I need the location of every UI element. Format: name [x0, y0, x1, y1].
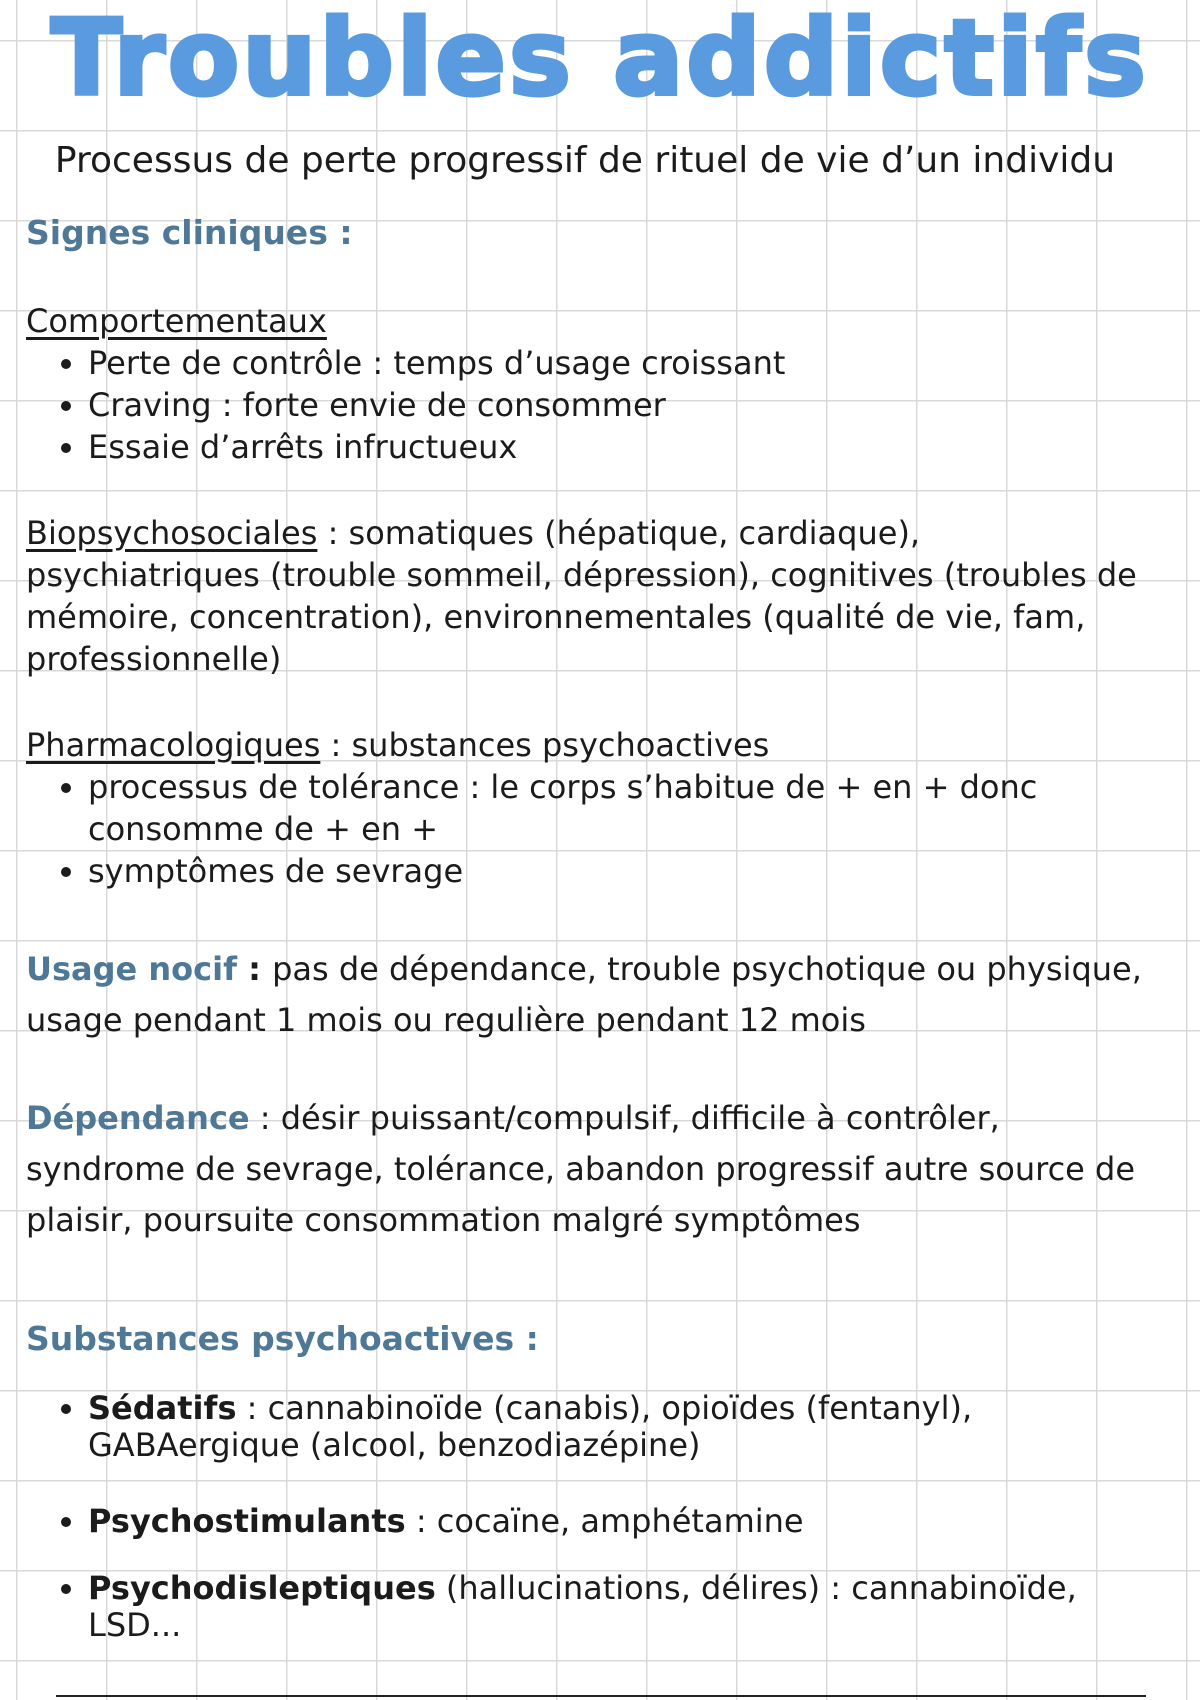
list-item: • Perte de contrôle : temps d’usage croissant: [88, 342, 1156, 384]
usage-nocif-block: [26, 944, 1156, 1046]
pharmacologiques-label: Pharmacologiques: [26, 726, 321, 764]
substance-label: Psychodisleptiques: [88, 1569, 436, 1607]
substance-text: : cannabinoïde (canabis), opioïdes (fentanyl), GABAergique (alcool, benzodiazépine): [88, 1389, 973, 1464]
comportementaux-label: Comportementaux: [26, 302, 327, 340]
pharmacologiques-block: [26, 724, 1156, 892]
substances-section: [26, 1318, 1156, 1360]
bottom-divider: [56, 1695, 1146, 1697]
list-item: [88, 1390, 1156, 1464]
list-item: [88, 1570, 1156, 1644]
substance-text: (hallucinations, délires) : cannabinoïde, LSD...: [88, 1569, 1077, 1644]
substances-list-block: [26, 1390, 1156, 1644]
pharmacologiques-list: [26, 766, 1156, 892]
list-item: • symptômes de sevrage: [88, 850, 1156, 892]
usage-nocif-text: pas de dépendance, trouble psychotique ou physique, usage pendant 1 mois ou regulière pendant 12 mois: [26, 950, 1142, 1039]
biopsychosociales-label: Biopsychosociales: [26, 514, 318, 552]
comportementaux-block: [26, 300, 1156, 468]
signes-section: [26, 212, 1156, 254]
list-item: [88, 1499, 1156, 1543]
substance-text: : cocaïne, amphétamine: [405, 1502, 804, 1540]
biopsychosociales-text: : somatiques (hépatique, cardiaque), psychiatriques (trouble sommeil, dépression), cognitives (troubles de mémoire, concentration), environnementales (qualité de vie, fam, professionnelle): [26, 514, 1137, 678]
substance-label: Sédatifs: [88, 1389, 237, 1427]
dependance-block: [26, 1093, 1156, 1246]
pharmacologiques-text: : substances psychoactives: [320, 726, 770, 764]
substance-label: Psychostimulants: [88, 1502, 406, 1540]
substances-list: [26, 1390, 1156, 1644]
substances-heading: Substances psychoactives :: [26, 1319, 539, 1358]
signes-heading: Signes cliniques :: [26, 213, 353, 252]
biopsychosociales-block: [26, 512, 1156, 680]
list-item: • processus de tolérance : le corps s’habitue de + en + donc consomme de + en +: [88, 766, 1156, 850]
dependance-text: : désir puissant/compulsif, difficile à contrôler, syndrome de sevrage, tolérance, abandon progressif autre source de plaisir, poursuite consommation malgré symptômes: [26, 1099, 1136, 1239]
page-title: Troubles addictifs: [51, 0, 1149, 119]
page-subtitle: Processus de perte progressif de rituel de vie d’un individu: [54, 140, 1116, 181]
comportementaux-list: [26, 342, 1156, 468]
usage-nocif-sep: :: [237, 950, 273, 988]
list-item: • Craving : forte envie de consommer: [88, 384, 1156, 426]
dependance-label: Dépendance: [26, 1099, 250, 1137]
list-item: • Essaie d’arrêts infructueux: [88, 426, 1156, 468]
usage-nocif-label: Usage nocif: [26, 950, 237, 988]
